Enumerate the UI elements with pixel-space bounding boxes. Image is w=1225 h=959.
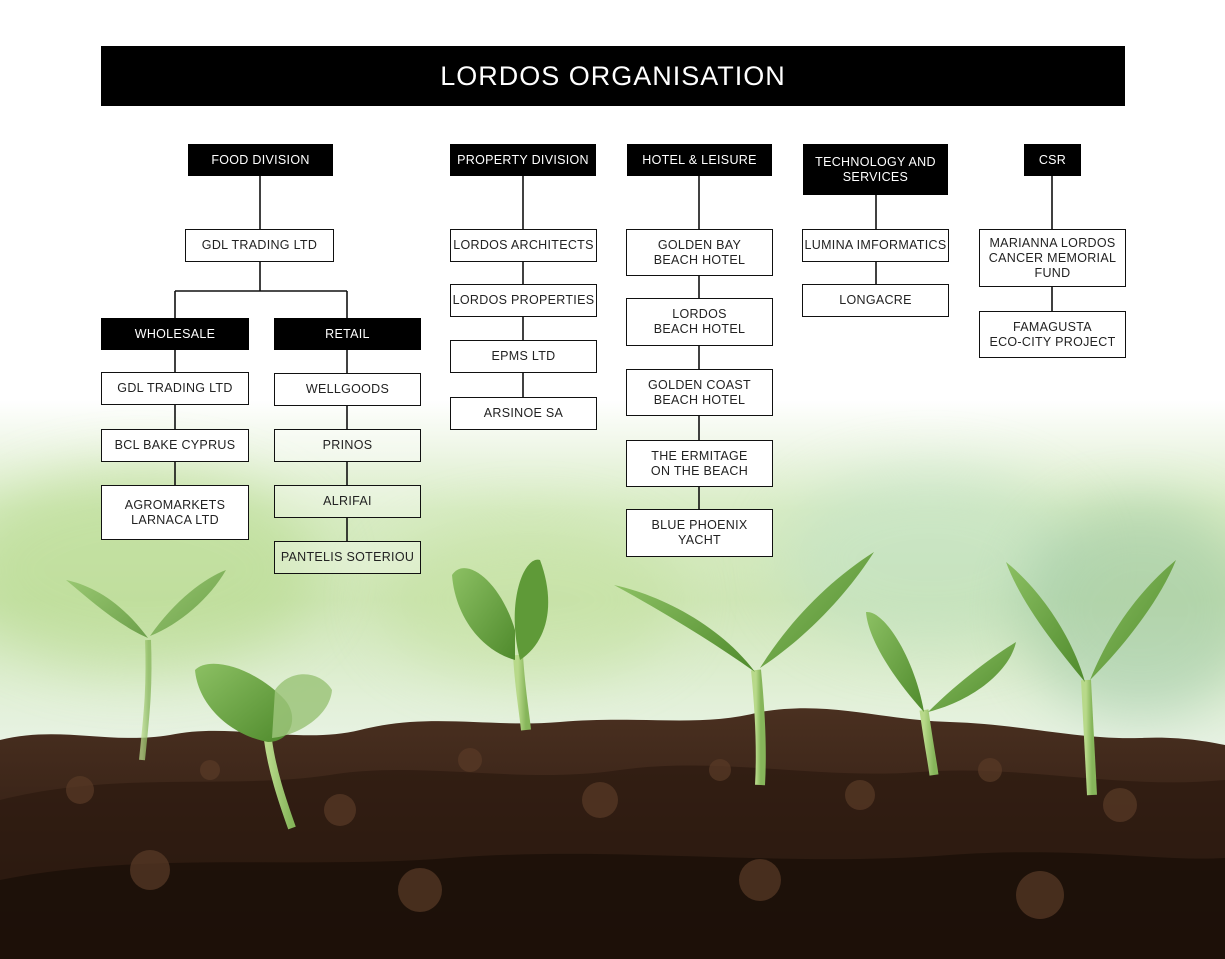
retail-item: PRINOS	[274, 429, 421, 462]
property-item: LORDOS PROPERTIES	[450, 284, 597, 317]
hotel-leisure-header: HOTEL & LEISURE	[627, 144, 772, 176]
technology-item: LUMINA IMFORMATICS	[802, 229, 949, 262]
hotel-item: THE ERMITAGE ON THE BEACH	[626, 440, 773, 487]
page-title: LORDOS ORGANISATION	[101, 46, 1125, 106]
retail-item: WELLGOODS	[274, 373, 421, 406]
technology-header: TECHNOLOGY AND SERVICES	[803, 144, 948, 195]
wholesale-header: WHOLESALE	[101, 318, 249, 350]
hotel-item: LORDOS BEACH HOTEL	[626, 298, 773, 346]
wholesale-item: BCL BAKE CYPRUS	[101, 429, 249, 462]
food-top-entity: GDL TRADING LTD	[185, 229, 334, 262]
retail-item: PANTELIS SOTERIOU	[274, 541, 421, 574]
technology-item: LONGACRE	[802, 284, 949, 317]
property-item: EPMS LTD	[450, 340, 597, 373]
retail-item: ALRIFAI	[274, 485, 421, 518]
retail-header: RETAIL	[274, 318, 421, 350]
property-item: ARSINOE SA	[450, 397, 597, 430]
wholesale-item: GDL TRADING LTD	[101, 372, 249, 405]
wholesale-item: AGROMARKETS LARNACA LTD	[101, 485, 249, 540]
hotel-item: GOLDEN COAST BEACH HOTEL	[626, 369, 773, 416]
hotel-item: GOLDEN BAY BEACH HOTEL	[626, 229, 773, 276]
csr-item: MARIANNA LORDOS CANCER MEMORIAL FUND	[979, 229, 1126, 287]
hotel-item: BLUE PHOENIX YACHT	[626, 509, 773, 557]
property-division-header: PROPERTY DIVISION	[450, 144, 596, 176]
food-division-header: FOOD DIVISION	[188, 144, 333, 176]
property-item: LORDOS ARCHITECTS	[450, 229, 597, 262]
csr-item: FAMAGUSTA ECO-CITY PROJECT	[979, 311, 1126, 358]
csr-header: CSR	[1024, 144, 1081, 176]
